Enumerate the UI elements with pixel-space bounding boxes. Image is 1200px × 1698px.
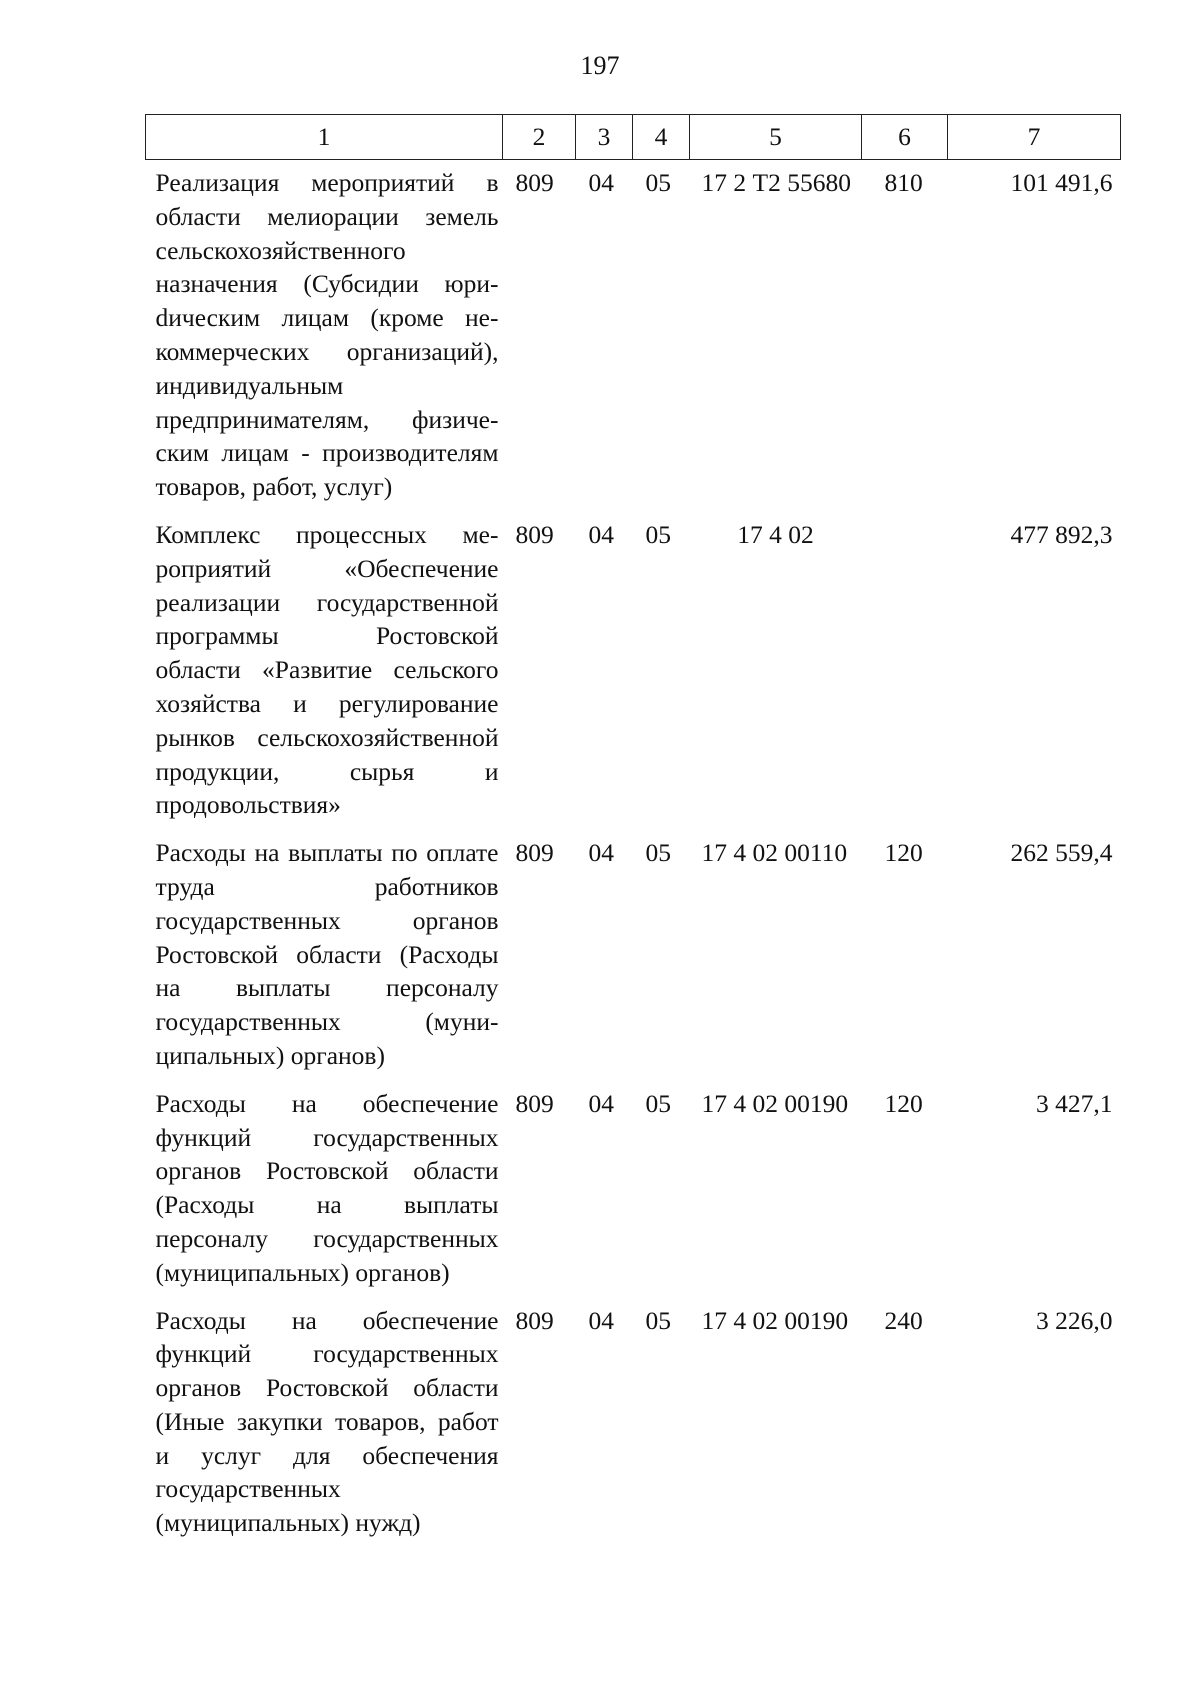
column-header-7: 7 [948, 115, 1121, 160]
column-header-6: 6 [862, 115, 948, 160]
row-subsection-code: 05 [645, 1088, 671, 1118]
column-header-1: 1 [146, 115, 503, 160]
row-section-code: 04 [588, 838, 614, 868]
row-description: Расходы на выплаты по оплате труда работников государственных органов Ростовской области (Расходы на выплаты персоналу государственных (муниципальных) органов) [155, 838, 499, 1070]
table-row [146, 160, 1121, 508]
row-subsection-code: 05 [645, 1305, 671, 1335]
column-header-2: 2 [503, 115, 576, 160]
row-ministry-code: 809 [515, 519, 554, 549]
budget-table [145, 114, 1121, 1544]
row-target-article: 17 4 02 00190 [701, 1088, 849, 1118]
row-expense-type: 810 [884, 168, 923, 197]
row-amount: 477 892,3 [1010, 519, 1113, 549]
row-target-article: 17 4 02 00190 [701, 1305, 849, 1335]
table-row [146, 1294, 1121, 1545]
table-row [146, 508, 1121, 826]
row-section-code: 04 [588, 519, 614, 549]
row-section-code: 04 [588, 168, 614, 197]
row-description: Расходы на обеспечение функций государственных органов Ростовской области (Иные закупки товаров, работ и услуг для обеспечения государственных (муниципальных) нужд) [155, 1305, 499, 1538]
row-ministry-code: 809 [515, 1305, 554, 1335]
row-expense-type: 120 [884, 838, 923, 868]
row-amount: 262 559,4 [1010, 838, 1113, 868]
page-number: 197 [580, 51, 620, 80]
row-description: Расходы на обеспечение функций государственных органов Ростовской области (Расходы на выплаты персоналу государственных (муниципальных) органов) [155, 1088, 499, 1287]
row-expense-type [862, 508, 948, 826]
row-expense-type: 240 [884, 1305, 923, 1335]
row-ministry-code: 809 [515, 1088, 554, 1118]
table-row [146, 1077, 1121, 1294]
row-target-article: 17 4 02 [737, 519, 814, 549]
row-description: Комплекс процессных мероприятий «Обеспечение реализации государственной программы Ростовской области «Развитие сельского хозяйства и регулирование рынков сельскохозяйственной продукции, сырья и продовольствия» [155, 519, 499, 820]
table-header [146, 115, 1121, 160]
row-amount: 3 427,1 [1036, 1088, 1113, 1118]
row-subsection-code: 05 [645, 838, 671, 868]
row-amount: 3 226,0 [1036, 1305, 1113, 1335]
row-subsection-code: 05 [645, 168, 671, 197]
row-expense-type: 120 [884, 1088, 923, 1118]
table-body [146, 160, 1121, 1545]
row-amount: 101 491,6 [1010, 168, 1113, 197]
row-section-code: 04 [588, 1088, 614, 1118]
column-header-5: 5 [690, 115, 862, 160]
column-header-4: 4 [633, 115, 690, 160]
row-ministry-code: 809 [515, 838, 554, 868]
table-row [146, 826, 1121, 1077]
row-subsection-code: 05 [645, 519, 671, 549]
column-header-3: 3 [576, 115, 633, 160]
row-target-article: 17 4 02 00110 [701, 838, 848, 868]
row-section-code: 04 [588, 1305, 614, 1335]
row-target-article: 17 2 Т2 55680 [701, 168, 851, 197]
row-description: Реализация мероприятий в области мелиорации земель сельскохозяйственного назначения (Субсидии юриdическим лицам (кроме некоммерческих организаций), индивидуальным предпринимателям, физическим лицам - производителям товаров, работ, услуг) [155, 168, 499, 502]
row-ministry-code: 809 [515, 168, 554, 197]
